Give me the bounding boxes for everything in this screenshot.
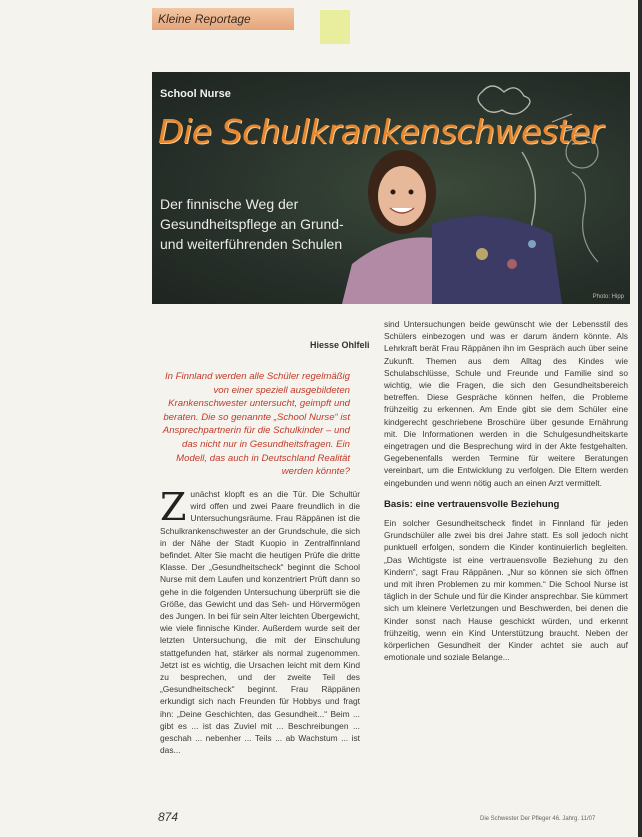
photo-credit: Photo: Hipp xyxy=(592,294,624,300)
page-edge xyxy=(638,0,642,837)
page-number: 874 xyxy=(158,810,179,824)
journal-footer: Die Schwester Der Pfleger 46. Jahrg. 11/07 xyxy=(480,816,596,822)
body-text-left: unächst klopft es an die Tür. Die Schultür wird offen und zwei Paare freundlich in die Untersuchungsräume. Frau Räppänen ist die Schulkrankenschwester an der Grundschule, die sich in der Nähe der Stadt Kuopio in Zentralfinnland befindet. Alter Sie macht die heutigen Prüfe die dritte Klasse. Der „Gesundheitscheck“ beginnt die School Nurse mit dem Laufen und konzentriert Prüft dann so gehe in die folgenden Untersuchung überprüft sie die Größe, das Gewicht und das Seh- und Hörvermögen des Jungen. In bei für sein Alter leichten Übergewicht, wie viele finnische Kinder. Außerdem wurde seit der letzten Untersuchung, die mit der Einschulung stattgefunden hat, stärker als normal zugenommen. Jetzt ist es wichtig, die Ursachen leicht mit dem Kind zu besprechen, und der zweite Teil des „Gesundheitscheck“ beginnt. Frau Räppänen erkundigt sich nach Freunden für Hobbys und fragt ihn: „Deine Geschichten, das Gesundheit...“ Beim ... gibt es ... ist das Zuviel mit ... Beschreibungen ... geschah ... nebenher ... Teils ... ab Wachstum ... ist das... xyxy=(160,489,360,756)
body-column-left xyxy=(160,485,360,756)
section-tab xyxy=(152,8,294,30)
color-marker xyxy=(320,10,350,44)
hero-image xyxy=(152,72,630,304)
section-label: Kleine Reportage xyxy=(158,12,251,26)
body-text-right-2: Ein solcher Gesundheitscheck findet in Finnland für jeden Grundschüler alle zwei bis drei Jahre statt. Es soll jedoch nicht punktuell erfolgen, sondern die Kinder kontinuierlich begleiten. „Das Wichtigste ist eine vertrauensvolle Beziehung zu den Kindern“, sagt Frau Räppänen. „Nur so können sie sich öffnen und mit ihren Problemen zu mir kommen.“ Die School Nurse ist täglich in der Schule und für die Kinder ansprechbar. Sie kümmert sich um kleinere Verletzungen und Beschwerden, bei denen die Kinder sonst nach Hause geschickt würden, und erkennt frühzeitig, wenn ein Kind Unterstützung braucht. Neben der körperlichen Gesundheit der Kinder achtet sie auch auf emotionale und soziale Belange... xyxy=(384,518,628,663)
body-text-right-1: sind Untersuchungen beide gewünscht wie der Lebensstil des Schülers einbezogen und was er darum ändern könnte. Als Lehrkraft berät Frau Räppänen ihn im Gespräch auch über seine Zukunft. Themen aus dem Alltag des Kindes wie Schulabschlüsse, Schule und Freunde und Familie sind so wichtig, wie die Fragen, die sich den Gesundheitsbereich betreffen. Diese Gespräche können helfen, die Probleme frühzeitig zu erkennen. Am Ende gibt sie dem Schüler eine kindgerecht geschriebene Broschüre über gesunde Ernährung mit. Die Informationen werden in die Schulgesundheitskarte eingetragen und die Besprechung wird in der Akte festgehalten. Gegebenenfalls werden Termine für weitere Beratungen vereinbart, um die Entwicklung zu verfolgen. Die Eltern werden eingebunden und wenn nötig auch an einen Arzt vermittelt. xyxy=(384,319,628,488)
byline: Hiesse Ohlfeli xyxy=(310,340,370,350)
schoolgirl-photo xyxy=(342,144,572,304)
article-title: Die Schulkrankenschwester xyxy=(158,112,603,151)
hero-kicker: School Nurse xyxy=(160,88,231,100)
body-column-right xyxy=(384,318,628,663)
section-subhead: Basis: eine vertrauensvolle Beziehung xyxy=(384,498,560,510)
article-subtitle: Der finnische Weg der Gesundheitspflege an Grund- und weiterführenden Schulen xyxy=(160,196,344,252)
lead-paragraph: In Finnland werden alle Schüler regelmäßig von einer speziell ausgebildeten Krankenschwester untersucht, geimpft und beraten. Die so genannte „School Nurse“ ist Ansprechpartnerin für die Schulkinder – und das nicht nur in Gesundheitsfragen. Ein Modell, das auch in Deutschland Realität werden könnte? xyxy=(162,371,350,478)
drop-cap: Z xyxy=(160,485,187,529)
